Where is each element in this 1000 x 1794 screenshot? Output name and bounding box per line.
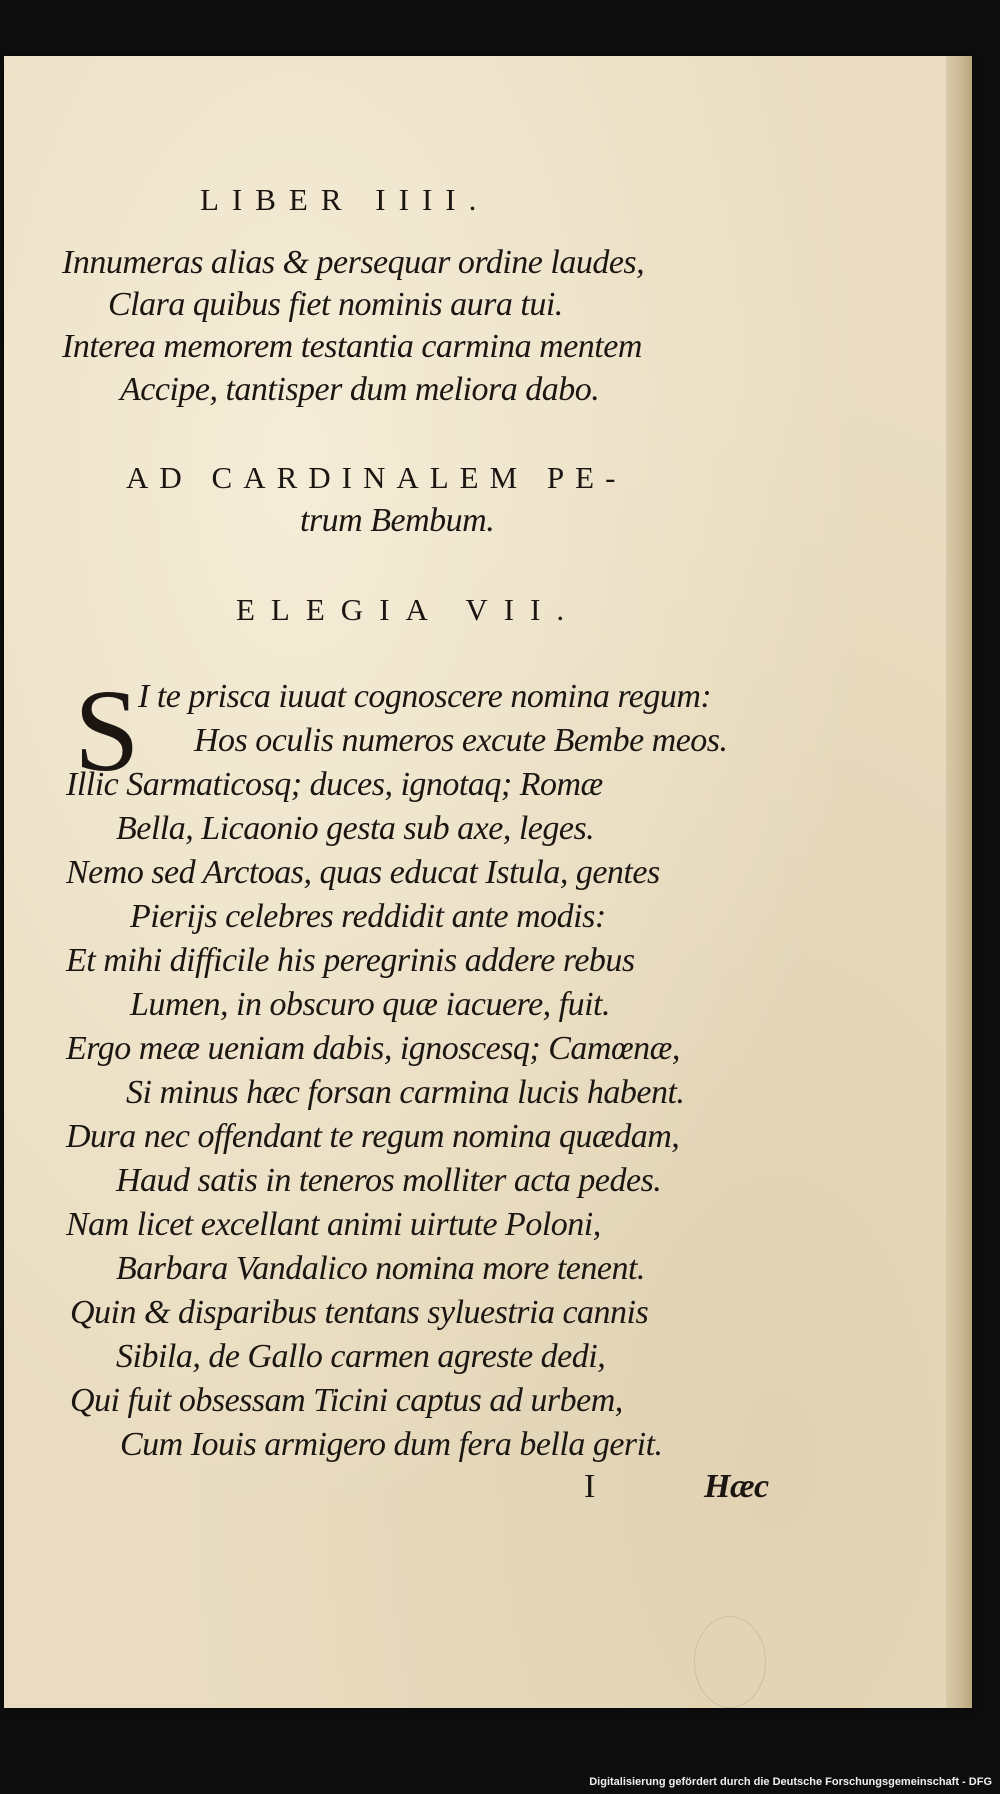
poem-line-2: Hos oculis numeros excute Bembe meos. — [194, 722, 728, 759]
catchword: Hæc — [704, 1468, 769, 1505]
elegy-title: ELEGIA VII. — [236, 592, 581, 627]
paper-stain — [694, 1616, 766, 1708]
poem-line-8: Lumen, in obscuro quæ iacuere, fuit. — [130, 986, 610, 1023]
poem-line-17: Qui fuit obsessam Ticini captus ad urbem, — [70, 1382, 623, 1419]
poem-line-18: Cum Iouis armigero dum fera bella gerit. — [120, 1426, 663, 1463]
heading-line-2: trum Bembum. — [300, 502, 495, 539]
poem-line-10: Si minus hæc forsan carmina lucis habent. — [126, 1074, 685, 1111]
signature-mark: I — [584, 1468, 595, 1505]
digitization-credit: Digitalisierung gefördert durch die Deutsche Forschungsgemeinschaft - DFG — [589, 1776, 992, 1788]
poem-line-13: Nam licet excellant animi uirtute Poloni, — [66, 1206, 601, 1243]
opening-line-2: Clara quibus fiet nominis aura tui. — [108, 286, 563, 323]
poem-line-3: Illic Sarmaticosq; duces, ignotaq; Romæ — [66, 766, 603, 803]
poem-line-6: Pierijs celebres reddidit ante modis: — [130, 898, 606, 935]
page-edge — [946, 56, 972, 1708]
poem-line-12: Haud satis in teneros molliter acta pedes. — [116, 1162, 662, 1199]
poem-line-7: Et mihi difficile his peregrinis addere rebus — [66, 942, 635, 979]
poem-line-5: Nemo sed Arctoas, quas educat Istula, gentes — [66, 854, 660, 891]
opening-line-1: Innumeras alias & persequar ordine laudes, — [62, 244, 645, 281]
opening-line-3: Interea memorem testantia carmina mentem — [62, 328, 642, 365]
poem-line-4: Bella, Licaonio gesta sub axe, leges. — [116, 810, 595, 847]
poem-line-1: I te prisca iuuat cognoscere nomina regum: — [138, 678, 712, 715]
poem-line-9: Ergo meæ ueniam dabis, ignoscesq; Camœnæ, — [66, 1030, 680, 1067]
opening-line-4: Accipe, tantisper dum meliora dabo. — [120, 371, 600, 408]
poem-line-15: Quin & disparibus tentans syluestria cannis — [70, 1294, 649, 1331]
poem-line-14: Barbara Vandalico nomina more tenent. — [116, 1250, 645, 1287]
drop-cap: S — [74, 665, 140, 796]
poem-line-11: Dura nec offendant te regum nomina quædam, — [66, 1118, 680, 1155]
running-head: LIBER IIII. — [200, 182, 490, 217]
poem-line-16: Sibila, de Gallo carmen agreste dedi, — [116, 1338, 606, 1375]
paper-page — [4, 56, 972, 1708]
heading-line-1: AD CARDINALEM PE- — [126, 460, 627, 495]
